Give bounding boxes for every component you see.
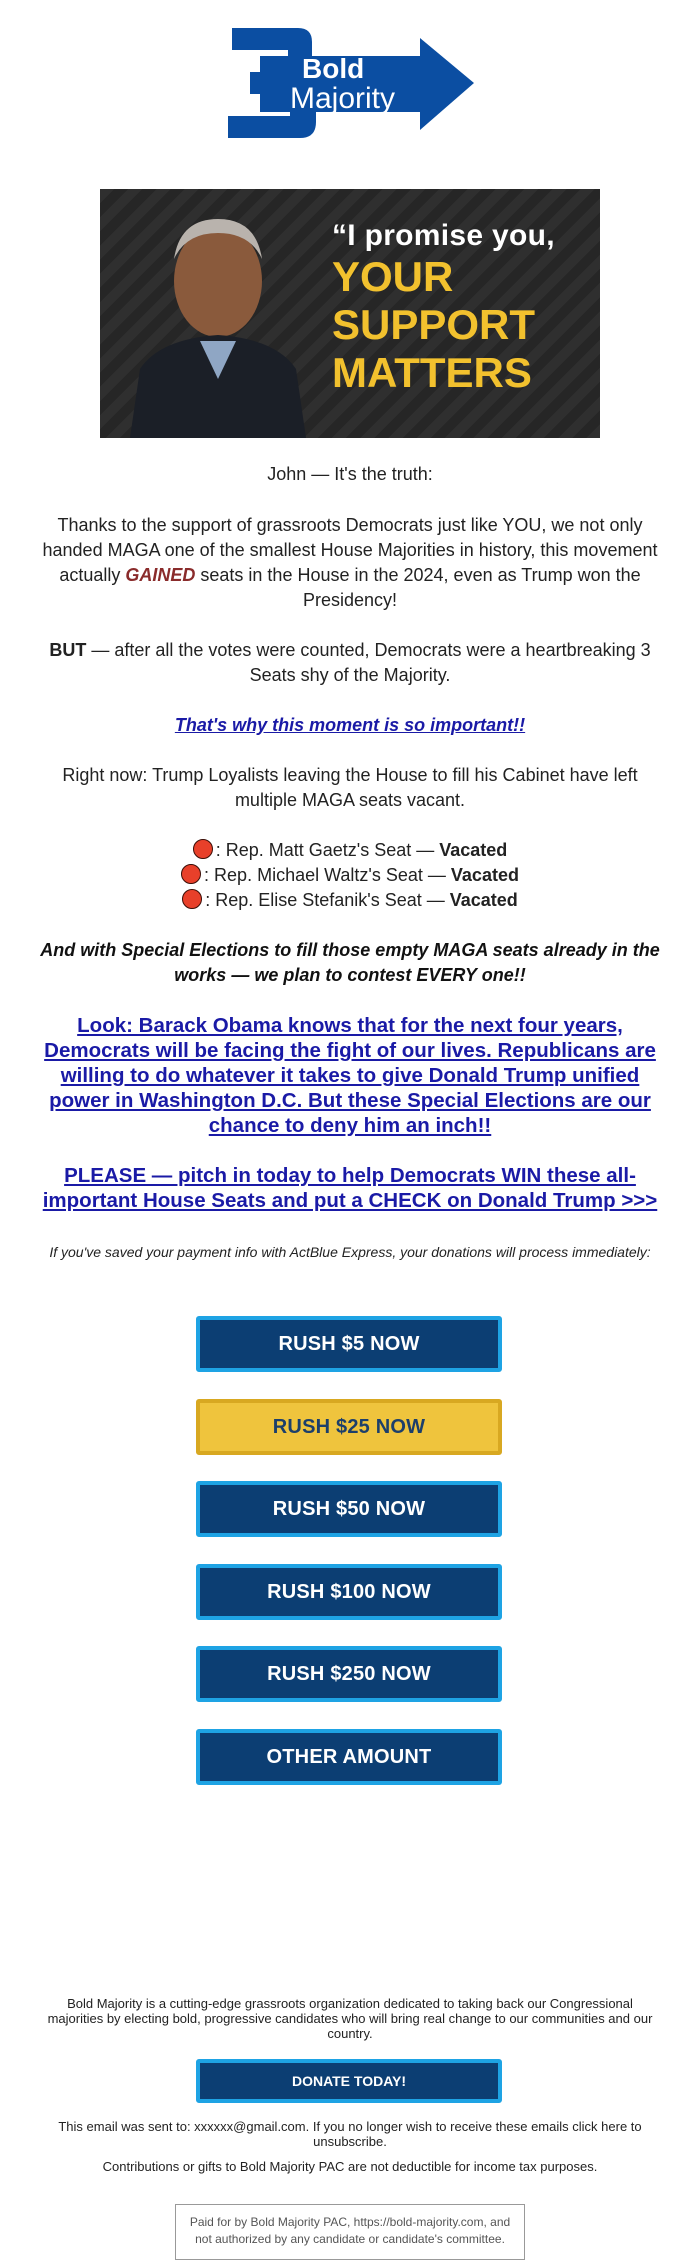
paragraph-support-text-end: seats in the House in the 2024, even as Trump won the Presidency! (195, 565, 641, 610)
speaker-portrait (100, 189, 350, 438)
rush-25-button[interactable]: RUSH $25 NOW (196, 1399, 502, 1455)
organization-description: Bold Majority is a cutting-edge grassroots organization dedicated to taking back our Congressional majorities by electing bold, progressive candidates who will bring real change to our communities and our country. (47, 1996, 653, 2041)
list-item (0, 838, 700, 863)
quote-line-2: YOUR (332, 253, 454, 300)
paragraph-support (40, 513, 660, 613)
contributions-disclaimer: Contributions or gifts to Bold Majority PAC are not deductible for income tax purposes. (102, 2159, 598, 2174)
but-strong: BUT (49, 640, 87, 660)
quote-line-3: SUPPORT (332, 301, 536, 348)
seat-label: : Rep. Matt Gaetz's Seat — (215, 840, 440, 860)
pitch-in-link[interactable]: PLEASE — pitch in today to help Democrats WIN these all-important House Seats and put a CHECK on Donald Trump >>> (42, 1164, 658, 1212)
paragraph-but-text: — after all the votes were counted, Democrats were a heartbreaking 3 Seats shy of the Majority. (86, 640, 651, 685)
red-circle-icon (181, 864, 201, 884)
seat-label: : Rep. Elise Stefanik's Seat — (205, 890, 450, 910)
red-circle-icon (193, 839, 213, 859)
vacated-seats-list (0, 838, 700, 913)
donate-today-button[interactable]: DONATE TODAY! (196, 2059, 502, 2103)
greeting: John — It's the truth: (267, 464, 433, 484)
list-item (0, 863, 700, 888)
special-elections-text: And with Special Elections to fill those empty MAGA seats already in the works — we plan to contest EVERY one!! (40, 940, 660, 985)
seat-status: Vacated (450, 865, 519, 885)
sent-to-text: This email was sent to: xxxxxx@gmail.com. If you no longer wish to receive these emails click (58, 2119, 602, 2134)
paragraph-but (40, 638, 660, 688)
quote-line-4: MATTERS (332, 349, 532, 396)
hero-image[interactable] (100, 189, 600, 438)
paragraph-support-text: Thanks to the support of grassroots Democrats just like YOU, we not only handed MAGA one of the smallest House Majorities in history, this movement actually (42, 515, 658, 585)
svg-text:Majority: Majority (290, 82, 396, 115)
seat-status: Vacated (449, 890, 518, 910)
gained-emphasis: GAINED (125, 565, 196, 585)
seat-status: Vacated (439, 840, 508, 860)
unsubscribe-link[interactable]: here to unsubscribe. (313, 2119, 642, 2149)
rush-50-button[interactable]: RUSH $50 NOW (196, 1481, 502, 1537)
seat-label: : Rep. Michael Waltz's Seat — (204, 865, 451, 885)
paragraph-vacant-seats: Right now: Trump Loyalists leaving the House to fill his Cabinet have left multiple MAGA seats vacant. (62, 765, 638, 810)
rush-5-button[interactable]: RUSH $5 NOW (196, 1316, 502, 1372)
list-item (0, 888, 700, 913)
rush-100-button[interactable]: RUSH $100 NOW (196, 1564, 502, 1620)
quote-line-1: “I promise you, (332, 219, 555, 252)
rush-250-button[interactable]: RUSH $250 NOW (196, 1646, 502, 1702)
paid-for-disclaimer: Paid for by Bold Majority PAC, https://bold-majority.com, and not authorized by any candidate or candidate's committee. (175, 2204, 525, 2260)
obama-fight-link[interactable]: Look: Barack Obama knows that for the next four years, Democrats will be facing the fight of our lives. Republicans are willing to do whatever it takes to give Donald Trump unified power in Washington D.C. But these Special Elections are our chance to deny him an inch!! (44, 1014, 656, 1137)
other-amount-button[interactable]: OTHER AMOUNT (196, 1729, 502, 1785)
bold-majority-logo[interactable] (220, 26, 480, 146)
svg-text:Bold: Bold (302, 53, 365, 84)
important-moment-link[interactable]: That's why this moment is so important!! (174, 715, 526, 735)
red-circle-icon (182, 889, 202, 909)
actblue-note: If you've saved your payment info with ActBlue Express, your donations will process immediately: (49, 1244, 651, 1260)
sent-to-notice (50, 2119, 650, 2149)
